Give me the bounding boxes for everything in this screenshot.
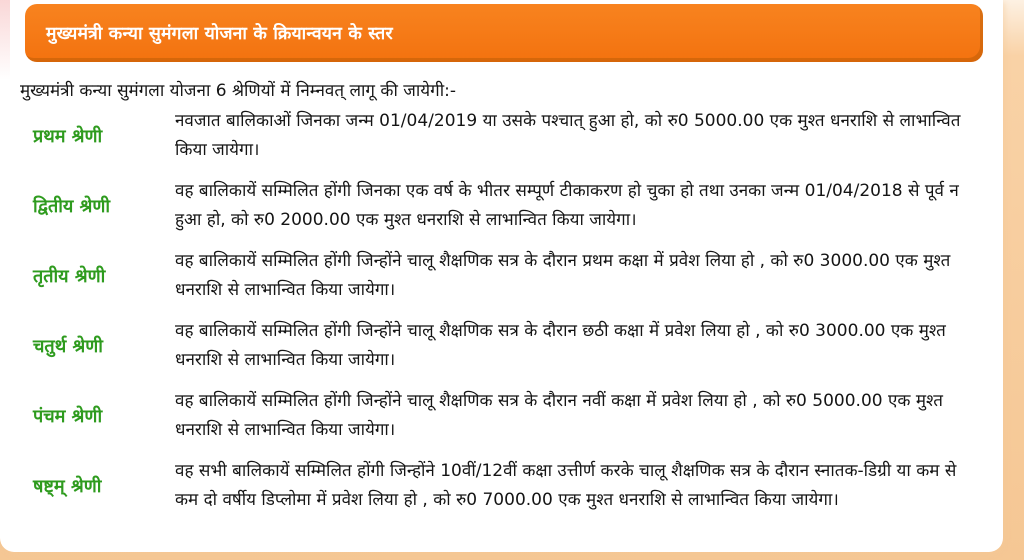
section-title-bar	[25, 4, 983, 62]
category-label: पंचम श्रेणी	[33, 405, 103, 427]
category-row-dwitiya	[33, 176, 988, 235]
category-label: तृतीय श्रेणी	[33, 265, 106, 287]
category-description: वह बालिकायें सम्मिलित होंगी जिन्होंने चालू शैक्षणिक सत्र के दौरान प्रथम कक्षा में प्रवेश लिया हो , को रु0 3000.00 एक मुश्त धनराशि से लाभान्वित किया जायेगा।	[175, 250, 951, 300]
category-description: वह बालिकायें सम्मिलित होंगी जिन्होंने चालू शैक्षणिक सत्र के दौरान छठी कक्षा में प्रवेश लिया हो , को रु0 3000.00 एक मुश्त धनराशि से लाभान्वित किया जायेगा।	[175, 320, 946, 370]
category-description: वह बालिकायें सम्मिलित होंगी जिनका एक वर्ष के भीतर सम्पूर्ण टीकाकरण हो चुका हो तथा उनका जन्म 01/04/2018 से पूर्व न हुआ हो, को रु0 2000.00 एक मुश्त धनराशि से लाभान्वित किया जायेगा।	[175, 180, 959, 230]
category-label: षष्ट्म् श्रेणी	[33, 475, 102, 497]
category-row-tritiya	[33, 246, 988, 305]
category-description: नवजात बालिकाओं जिनका जन्म 01/04/2019 या उसके पश्चात् हुआ हो, को रु0 5000.00 एक मुश्त धनराशि से लाभान्वित किया जायेगा।	[175, 110, 961, 160]
page-title: मुख्यमंत्री कन्या सुमंगला योजना के क्रियान्वयन के स्तर	[46, 24, 393, 44]
category-description: वह सभी बालिकायें सम्मिलित होंगी जिन्होंने 10वीं/12वीं कक्षा उत्तीर्ण करके चालू शैक्षणिक सत्र के दौरान स्नातक-डिग्री या कम से कम दो वर्षीय डिप्लोमा में प्रवेश लिया हो , को रु0 7000.00 एक मुश्त धनराशि से लाभान्वित किया जायेगा।	[175, 460, 957, 510]
category-row-chaturth	[33, 316, 988, 375]
intro-text: मुख्यमंत्री कन्या सुमंगला योजना 6 श्रेणियों में निम्नवत् लागू की जायेगी:-	[20, 81, 456, 101]
category-label: द्वितीय श्रेणी	[33, 195, 111, 217]
category-row-shashtam	[33, 456, 988, 515]
category-label: चतुर्थ श्रेणी	[33, 335, 103, 357]
category-list	[33, 106, 988, 526]
corner-gradient-decoration	[0, 0, 10, 80]
category-row-pancham	[33, 386, 988, 445]
category-description: वह बालिकायें सम्मिलित होंगी जिन्होंने चालू शैक्षणिक सत्र के दौरान नवीं कक्षा में प्रवेश लिया हो , को रु0 5000.00 एक मुश्त धनराशि से लाभान्वित किया जायेगा।	[175, 390, 943, 440]
category-row-pratham	[33, 106, 988, 165]
category-label: प्रथम श्रेणी	[33, 125, 103, 147]
